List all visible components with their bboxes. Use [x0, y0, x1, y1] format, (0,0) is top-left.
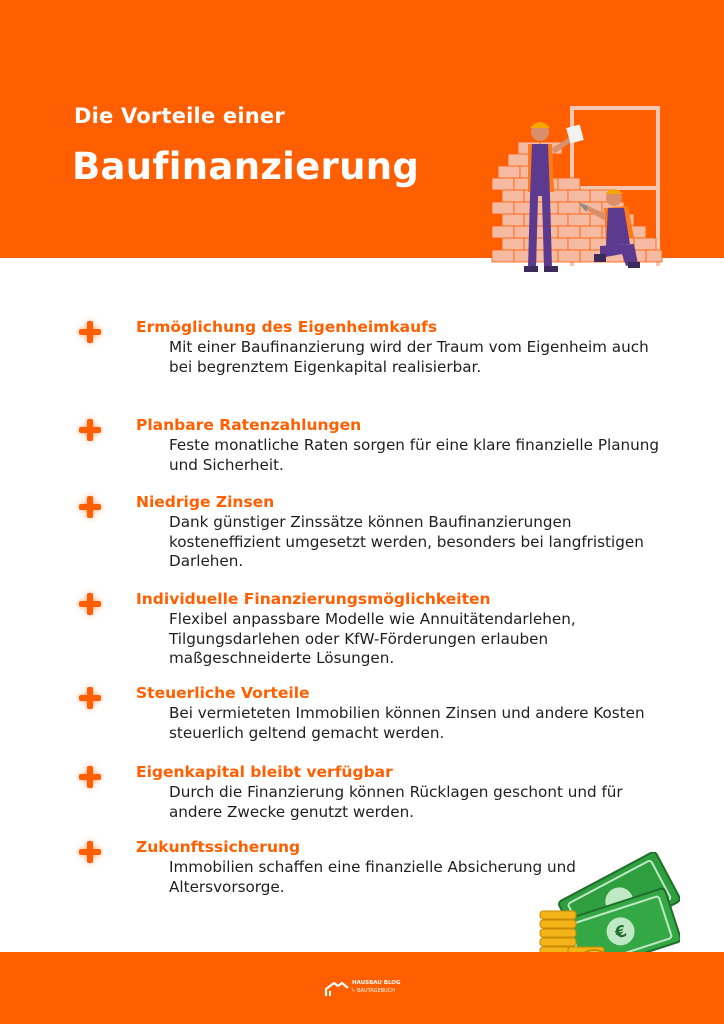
plus-icon	[78, 592, 102, 616]
plus-icon	[78, 686, 102, 710]
item-text: Feste monatliche Raten sorgen für eine klare finanzielle Planung und Sicherheit.	[169, 436, 660, 474]
house-roof-logo-icon	[324, 980, 350, 998]
item-title: Steuerliche Vorteile	[136, 684, 310, 702]
item-text: Dank günstiger Zinssätze können Baufinanzierungen kosteneffizient umgesetzt werden, besonders bei langfristigen Darlehen.	[169, 513, 644, 570]
logo-line-2: \- BAUTAGEBUCH	[352, 988, 395, 994]
item-title: Individuelle Finanzierungsmöglichkeiten	[136, 590, 491, 608]
item-text: Durch die Finanzierung können Rücklagen geschont und für andere Zwecke genutzt werden.	[169, 783, 623, 821]
item-text: Mit einer Baufinanzierung wird der Traum vom Eigenheim auch bei begrenztem Eigenkapital realisierbar.	[169, 338, 649, 376]
logo-line-1: HAUSBAU BLOG	[352, 980, 401, 986]
item-text: Bei vermieteten Immobilien können Zinsen und andere Kosten steuerlich geltend gemacht werden.	[169, 704, 645, 742]
plus-icon	[78, 418, 102, 442]
item-title: Zukunftssicherung	[136, 838, 301, 856]
brand-logo	[324, 978, 404, 1002]
plus-icon	[78, 320, 102, 344]
item-title: Niedrige Zinsen	[136, 493, 275, 511]
item-title: Eigenkapital bleibt verfügbar	[136, 763, 393, 781]
svg-text:€: €	[612, 921, 629, 943]
plus-icon	[78, 495, 102, 519]
page-title: Baufinanzierung	[72, 145, 420, 188]
item-title: Ermöglichung des Eigenheimkaufs	[136, 318, 438, 336]
plus-icon	[78, 840, 102, 864]
item-title: Planbare Ratenzahlungen	[136, 416, 362, 434]
construction-workers-illustration	[488, 96, 668, 280]
page-subtitle: Die Vorteile einer	[74, 104, 285, 128]
item-text: Immobilien schaffen eine finanzielle Absicherung und Altersvorsorge.	[169, 858, 576, 896]
item-text: Flexibel anpassbare Modelle wie Annuitätendarlehen, Tilgungsdarlehen oder KfW-Förderungen erlauben maßgeschneiderte Lösungen.	[169, 610, 576, 667]
plus-icon	[78, 765, 102, 789]
